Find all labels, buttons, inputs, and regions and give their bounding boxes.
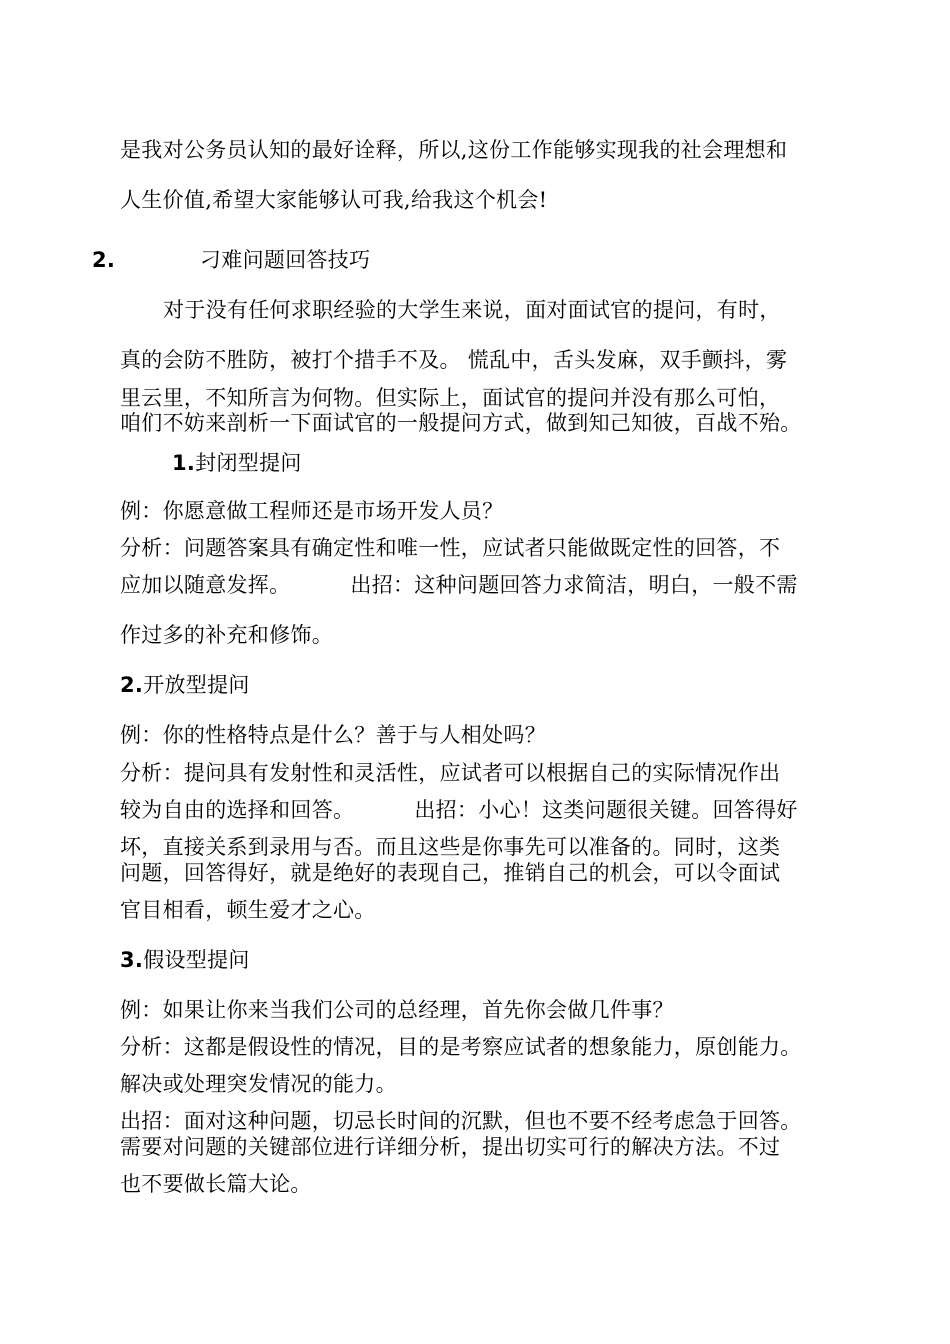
section-title: 刁难问题回答技巧 [200, 248, 371, 272]
q3-tip-line-2: 需要对问题的关键部位进行详细分析，提出切实可行的解决方法。不过 [120, 1135, 781, 1159]
q2-analysis-part-a: 较为自由的选择和回答。 [120, 798, 355, 822]
q3-tip-line-3: 也不要做长篇大论。 [120, 1172, 312, 1196]
q1-analysis-line-1: 分析：问题答案具有确定性和唯一性，应试者只能做既定性的回答，不 [120, 536, 781, 560]
q2-analysis-line-5: 官目相看，顿生爱才之心。 [120, 898, 376, 922]
q1-analysis-line-3: 作过多的补充和修饰。 [120, 623, 333, 647]
para-line-4: 咱们不妨来剖析一下面试官的一般提问方式，做到知己知彼，百战不殆。 [120, 411, 802, 435]
q3-analysis-line-1: 分析：这都是假设性的情况，目的是考察应试者的想象能力，原创能力。 [120, 1035, 802, 1059]
q3-analysis-line-2: 解决或处理突发情况的能力。 [120, 1072, 397, 1096]
q2-analysis-line-3: 坏，直接关系到录用与否。而且这些是你事先可以准备的。同时，这类 [120, 835, 781, 859]
q3-heading: 3.假设型提问 [120, 948, 250, 972]
q1-example: 例：你愿意做工程师还是市场开发人员？ [120, 499, 504, 523]
q3-tip-line-1: 出招：面对这种问题，切忌长时间的沉默，但也不要不经考虑急于回答。 [120, 1109, 802, 1133]
para-line-1: 对于没有任何求职经验的大学生来说，面对面试官的提问，有时， [163, 298, 781, 322]
q1-analysis-part-a: 应加以随意发挥。 [120, 573, 291, 597]
q3-example: 例：如果让你来当我们公司的总经理，首先你会做几件事？ [120, 998, 674, 1022]
q1-heading: 1.封闭型提问 [172, 451, 302, 475]
para-line-3: 里云里，不知所言为何物。但实际上，面试官的提问并没有那么可怕， [120, 386, 781, 410]
para-line-2: 真的会防不胜防，被打个措手不及。 慌乱中，舌头发麻，双手颤抖，雾 [120, 348, 788, 372]
q1-tip: 出招：这种问题回答力求简洁，明白，一般不需 [350, 573, 798, 597]
q2-example: 例：你的性格特点是什么？善于与人相处吗？ [120, 723, 546, 747]
section-number: 2. [92, 248, 116, 272]
intro-line-1: 是我对公务员认知的最好诠释，所以,这份工作能够实现我的社会理想和 [120, 138, 788, 162]
q2-analysis-line-1: 分析：提问具有发射性和灵活性，应试者可以根据自己的实际情况作出 [120, 761, 781, 785]
q1-analysis-line-2 [120, 572, 798, 598]
q2-heading: 2.开放型提问 [120, 673, 250, 697]
intro-line-2: 人生价值,希望大家能够认可我,给我这个机会! [120, 188, 548, 212]
q2-tip: 出招：小心！这类问题很关键。回答得好 [414, 798, 798, 822]
q2-analysis-line-2 [120, 797, 798, 823]
q2-analysis-line-4: 问题，回答得好，就是绝好的表现自己，推销自己的机会，可以令面试 [120, 861, 781, 885]
